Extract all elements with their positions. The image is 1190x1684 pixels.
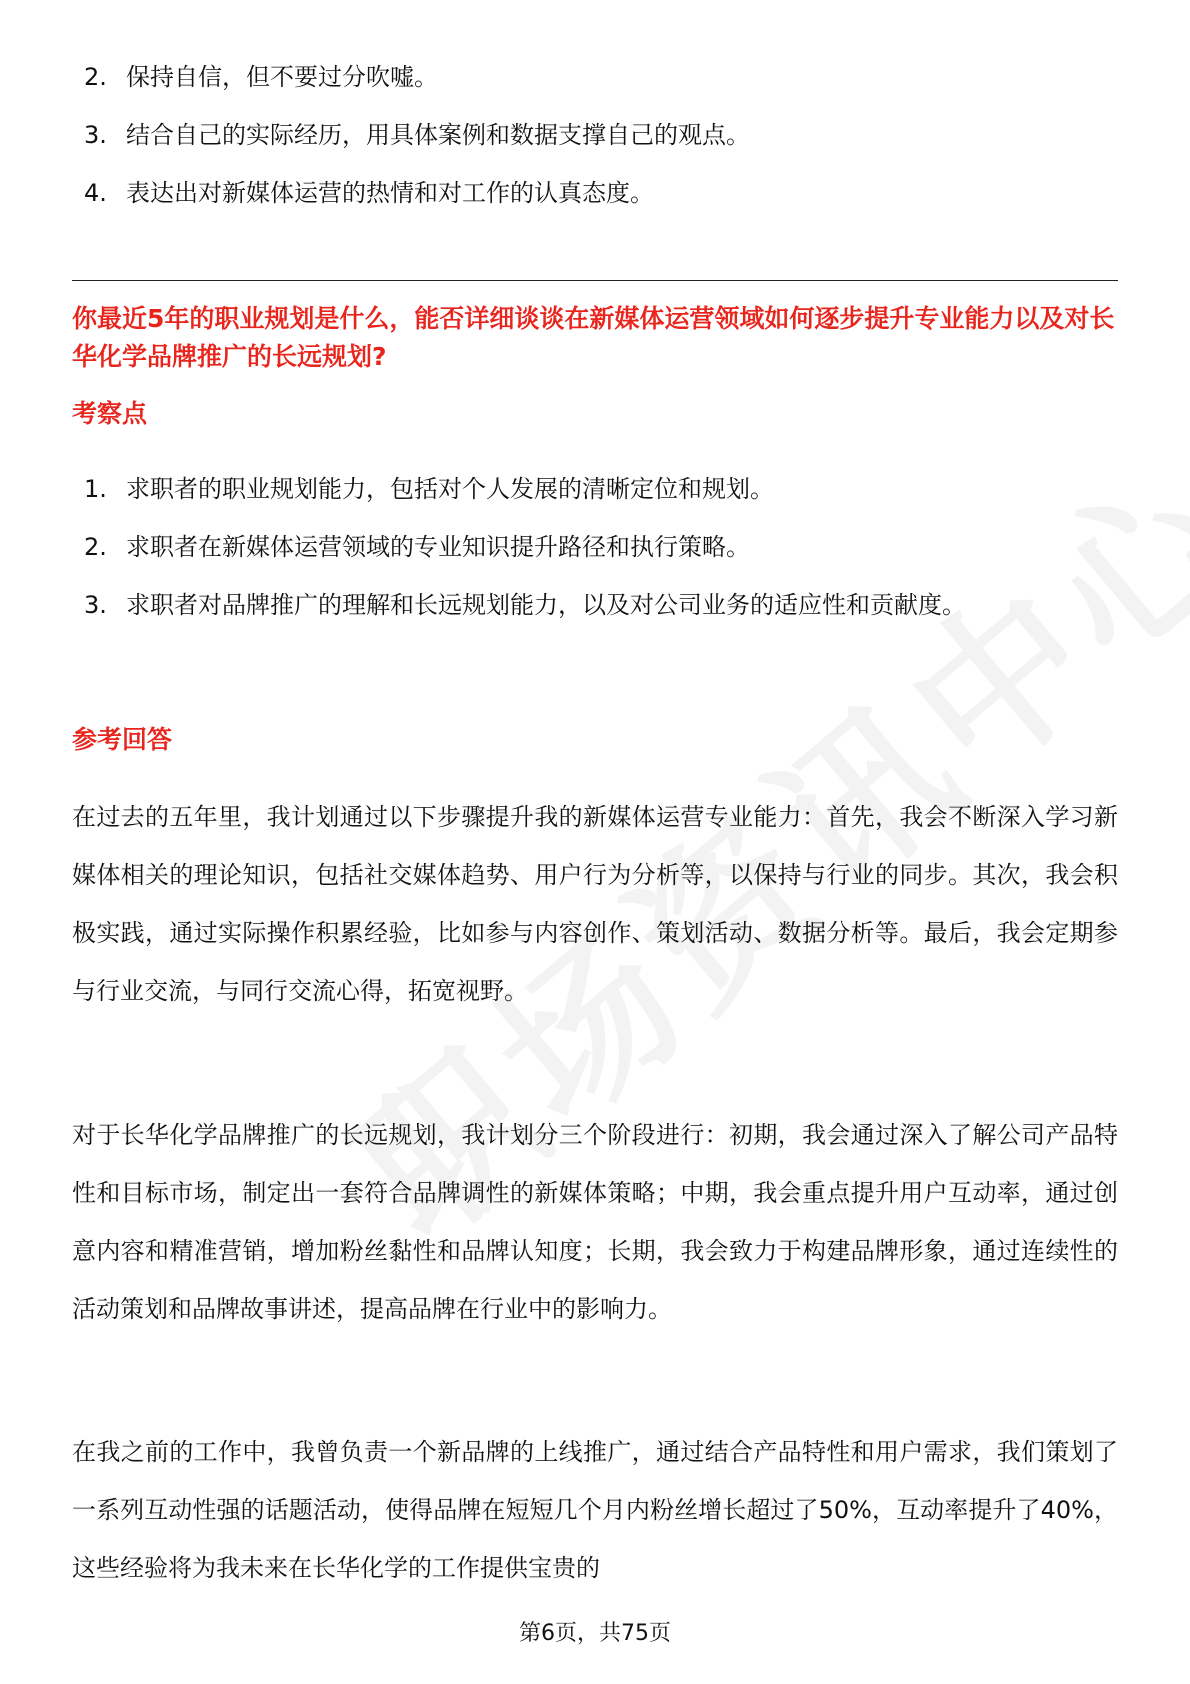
list-number: 2. (84, 533, 107, 561)
list-text: 求职者对品牌推广的理解和长远规划能力，以及对公司业务的适应性和贡献度。 (126, 591, 966, 619)
list-text: 结合自己的实际经历，用具体案例和数据支撑自己的观点。 (126, 121, 750, 149)
exam-points-heading: 考察点 (72, 399, 148, 428)
answer-paragraph: 在我之前的工作中，我曾负责一个新品牌的上线推广，通过结合产品特性和用户需求，我们策划了一系列互动性强的话题活动，使得品牌在短短几个月内粉丝增长超过了50%，互动率提升了40%，这些经验将为我未来在长华化学的工作提供宝贵的 (72, 1438, 1118, 1582)
answer-paragraph: 在过去的五年里，我计划通过以下步骤提升我的新媒体运营专业能力：首先，我会不断深入学习新媒体相关的理论知识，包括社交媒体趋势、用户行为分析等，以保持与行业的同步。其次，我会积极实践，通过实际操作积累经验，比如参与内容创作、策划活动、数据分析等。最后，我会定期参与行业交流，与同行交流心得，拓宽视野。 (72, 803, 1118, 1005)
list-item (0, 48, 1190, 106)
top-list (0, 48, 1190, 222)
list-text: 表达出对新媒体运营的热情和对工作的认真态度。 (126, 179, 654, 207)
list-item (0, 164, 1190, 222)
reference-answer-heading: 参考回答 (72, 725, 173, 754)
list-item (0, 106, 1190, 164)
section-divider (72, 280, 1118, 281)
list-item (0, 576, 1190, 634)
interview-question: 你最近5年的职业规划是什么，能否详细谈谈在新媒体运营领域如何逐步提升专业能力以及对长华化学品牌推广的长远规划? (72, 304, 1115, 371)
list-text: 保持自信，但不要过分吹嘘。 (126, 63, 438, 91)
list-number: 1. (84, 475, 107, 503)
exam-points-list (0, 460, 1190, 634)
list-number: 3. (84, 121, 107, 149)
list-number: 2. (84, 63, 107, 91)
list-item (0, 460, 1190, 518)
list-item (0, 518, 1190, 576)
list-text: 求职者在新媒体运营领域的专业知识提升路径和执行策略。 (126, 533, 750, 561)
list-number: 4. (84, 179, 107, 207)
list-text: 求职者的职业规划能力，包括对个人发展的清晰定位和规划。 (126, 475, 774, 503)
answer-paragraph: 对于长华化学品牌推广的长远规划，我计划分三个阶段进行：初期，我会通过深入了解公司产品特性和目标市场，制定出一套符合品牌调性的新媒体策略；中期，我会重点提升用户互动率，通过创意内容和精准营销，增加粉丝黏性和品牌认知度；长期，我会致力于构建品牌形象，通过连续性的活动策划和品牌故事讲述，提高品牌在行业中的影响力。 (72, 1121, 1118, 1323)
page-footer: 第6页，共75页 (519, 1621, 671, 1646)
list-number: 3. (84, 591, 107, 619)
